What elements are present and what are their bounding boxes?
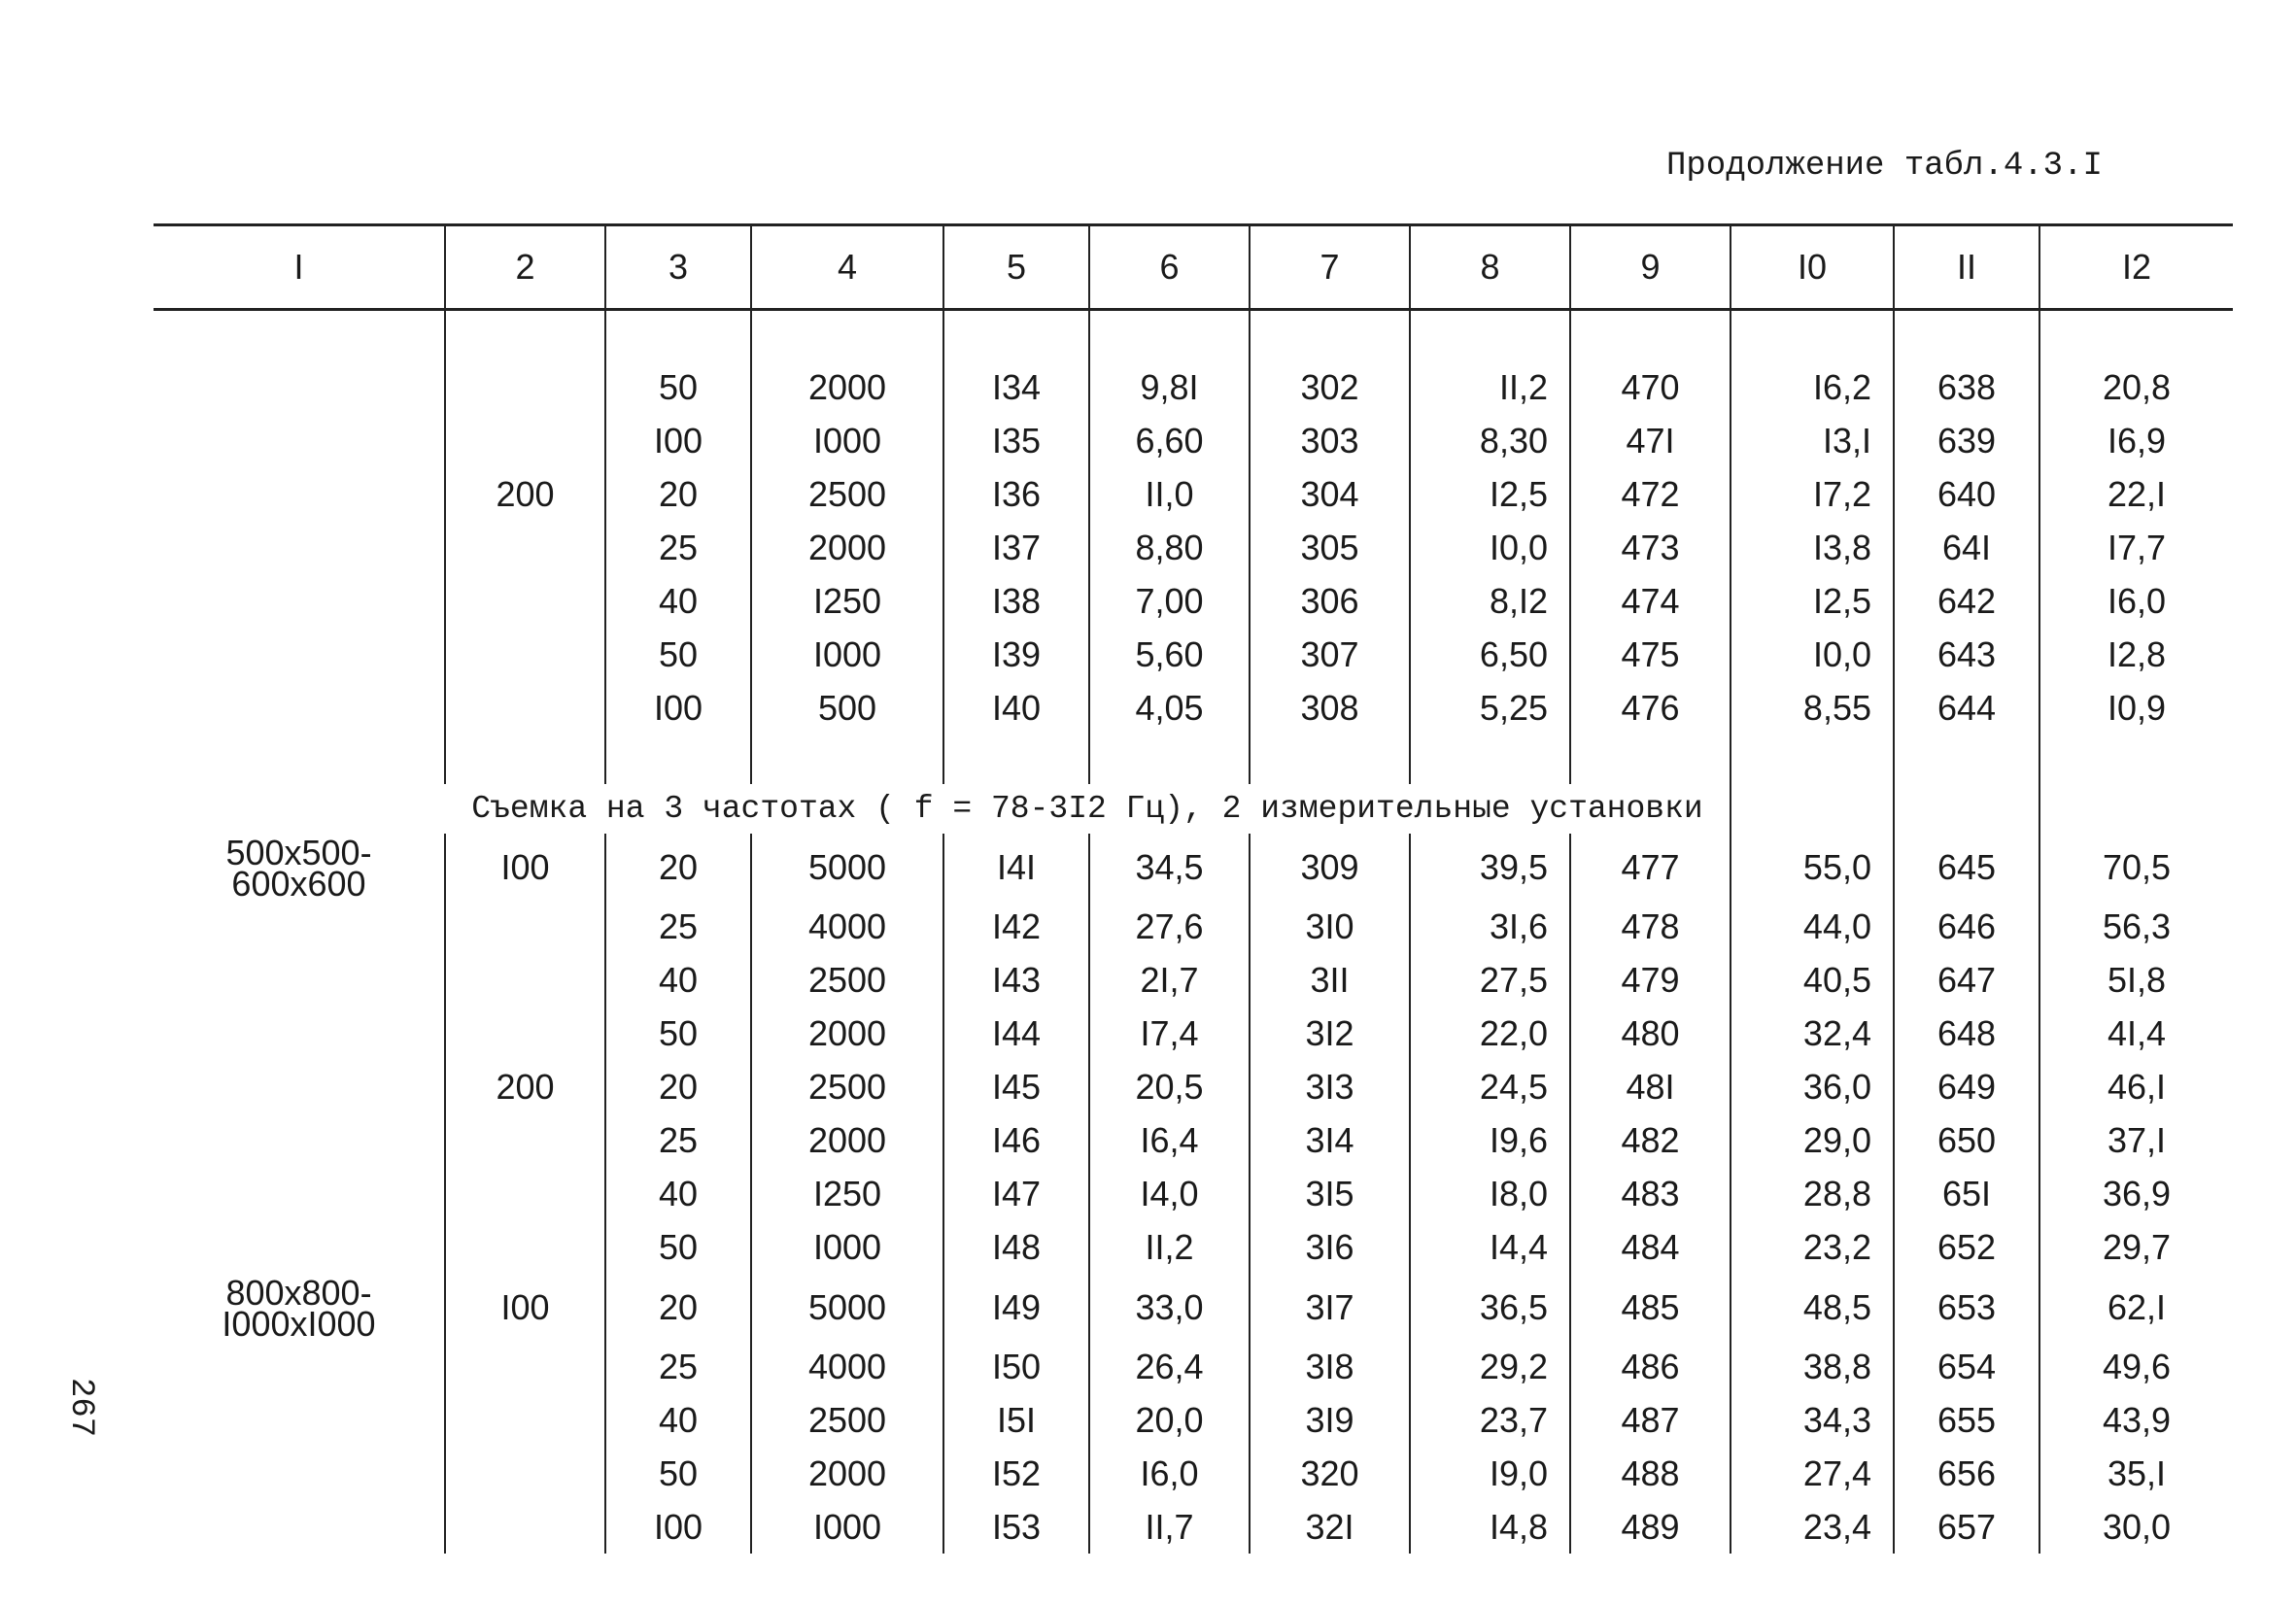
table-cell: I6,9 [2107,421,2167,461]
table-cell: 3II [1250,953,1410,1007]
table-row [154,900,2233,953]
table-cell: 37,I [2107,1120,2167,1160]
table-cell: 320 [1250,1447,1410,1500]
table-cell [154,1393,445,1447]
table-cell: 25 [605,1340,751,1393]
column-header: 3 [605,225,751,310]
table-cell: I44 [943,1007,1089,1060]
table-cell: II,2 [1410,360,1570,414]
table-cell: 20,0 [1089,1393,1250,1447]
table-cell: 309 [1250,834,1410,900]
table-cell: 48I [1570,1060,1731,1113]
table-cell: 32I [1250,1500,1410,1554]
table-cell: 2500 [751,953,943,1007]
table-cell: 39,5 [1410,834,1570,900]
table-cell: I52 [943,1447,1089,1500]
column-header: 4 [751,225,943,310]
table-cell: 6,50 [1410,628,1570,681]
table-cell: 70,5 [2102,846,2172,887]
table-cell: 23,2 [1731,1220,1894,1274]
table-row [154,1393,2233,1447]
table-cell: 4000 [751,1340,943,1393]
table-cell: 25 [605,1113,751,1167]
table-cell: 306 [1250,574,1410,628]
table-cell: I42 [943,900,1089,953]
table-cell: 305 [1250,521,1410,574]
table-cell: I000 [751,628,943,681]
table-cell: 43,9 [2102,1400,2172,1440]
table-cell: I7,4 [1089,1007,1250,1060]
column-header: 6 [1089,225,1250,310]
table-cell [445,1500,605,1554]
table-cell: 644 [1894,681,2039,735]
table-cell [154,574,445,628]
table-cell: I00 [605,414,751,467]
table-row [154,681,2233,735]
table-cell [445,521,605,574]
table-cell: 647 [1894,953,2039,1007]
table-row [154,834,2233,900]
table-cell: 645 [1894,834,2039,900]
table-cell: 25 [605,900,751,953]
table-cell: 24,5 [1410,1060,1570,1113]
table-cell: 64I [1894,521,2039,574]
table-cell [154,1220,445,1274]
table-cell: 3I0 [1250,900,1410,953]
table-row [154,1113,2233,1167]
table-cell: 488 [1570,1447,1731,1500]
table-cell: 3I7 [1250,1274,1410,1340]
table-cell: 3I9 [1250,1393,1410,1447]
table-cell: 34,3 [1731,1393,1894,1447]
table-cell [154,1007,445,1060]
table-cell: 800x800- I000xI000 [154,1274,445,1340]
table-cell [154,1167,445,1220]
table-cell: 23,4 [1731,1500,1894,1554]
table-cell: I8,0 [1410,1167,1570,1220]
table-cell: 20,5 [1089,1060,1250,1113]
table-cell: 484 [1570,1220,1731,1274]
table-cell: 50 [605,1447,751,1500]
table-cell: 33,0 [1089,1274,1250,1340]
table-cell: 4000 [751,900,943,953]
table-cell: I7,2 [1731,467,1894,521]
table-cell: 475 [1570,628,1731,681]
table-cell: I000 [751,1220,943,1274]
table-cell: 500 [751,681,943,735]
table-cell [445,1007,605,1060]
table-cell: 500x500- 600x600 [154,834,445,900]
table-cell: 655 [1894,1393,2039,1447]
table-cell: I250 [751,574,943,628]
table-cell: I38 [943,574,1089,628]
table-cell [445,574,605,628]
table-row [154,467,2233,521]
table-cell: 3I2 [1250,1007,1410,1060]
table-cell: I2,5 [1731,574,1894,628]
table-cell: 50 [605,628,751,681]
table-cell: 48,5 [1731,1274,1894,1340]
table-cell [154,1500,445,1554]
table-cell: 487 [1570,1393,1731,1447]
table-cell: I7,7 [2107,528,2167,567]
table-cell: 2000 [751,521,943,574]
table-cell: 49,6 [2102,1347,2172,1386]
table-cell: I37 [943,521,1089,574]
table-cell: II,2 [1089,1220,1250,1274]
table-cell: 638 [1894,360,2039,414]
table-cell: 3I,6 [1410,900,1570,953]
column-header: II [1894,225,2039,310]
table-cell: 485 [1570,1274,1731,1340]
table-cell: 32,4 [1731,1007,1894,1060]
table-cell [154,1060,445,1113]
table-cell: 3I8 [1250,1340,1410,1393]
table-cell: 474 [1570,574,1731,628]
table-row [154,1060,2233,1113]
table-cell: I00 [445,1274,605,1340]
table-cell: 6,60 [1089,414,1250,467]
table-cell: 8,I2 [1410,574,1570,628]
column-header: 2 [445,225,605,310]
table-cell: 27,4 [1731,1447,1894,1500]
table-cell [154,521,445,574]
table-cell: 47I [1570,414,1731,467]
table-cell [445,681,605,735]
table-cell [445,360,605,414]
section-title: Съемка на 3 частотах ( f = 78-3I2 Гц), 2 измерительные установки [445,784,1731,834]
table-cell: 2500 [751,1060,943,1113]
table-cell: 35,I [2107,1453,2167,1493]
table-cell: I50 [943,1340,1089,1393]
table-cell: 28,8 [1731,1167,1894,1220]
table-cell [154,1340,445,1393]
table-cell: I3,I [1731,414,1894,467]
table-row [154,953,2233,1007]
table-cell: 20 [605,467,751,521]
column-header: I0 [1731,225,1894,310]
table-cell [154,900,445,953]
table-cell: 4,05 [1089,681,1250,735]
table-cell: 480 [1570,1007,1731,1060]
table-caption: Продолжение табл.4.3.I [1666,148,2103,185]
table-cell: 477 [1570,834,1731,900]
table-cell: I48 [943,1220,1089,1274]
table-cell: I53 [943,1500,1089,1554]
table-cell [154,681,445,735]
table-cell [154,1447,445,1500]
column-header: I2 [2039,225,2233,310]
table-cell: 478 [1570,900,1731,953]
table-cell: 473 [1570,521,1731,574]
table-cell: 304 [1250,467,1410,521]
table-cell [445,900,605,953]
table-cell [154,1113,445,1167]
table-cell: 22,0 [1410,1007,1570,1060]
table-cell: I6,4 [1089,1113,1250,1167]
table-cell: 30,0 [2102,1507,2172,1547]
table-cell: 200 [445,467,605,521]
table-cell [445,953,605,1007]
table-cell: 307 [1250,628,1410,681]
table-cell: 50 [605,1220,751,1274]
table-cell: II,7 [1089,1500,1250,1554]
table-row [154,1007,2233,1060]
table-cell: 5,60 [1089,628,1250,681]
table-cell: 3I6 [1250,1220,1410,1274]
table-cell [154,414,445,467]
section-row [154,784,2233,834]
table-cell: 40 [605,574,751,628]
table-cell: 3I5 [1250,1167,1410,1220]
table-cell: I45 [943,1060,1089,1113]
table-cell: 652 [1894,1220,2039,1274]
table-cell: 3I3 [1250,1060,1410,1113]
table-cell: 482 [1570,1113,1731,1167]
table-cell: 20 [605,1274,751,1340]
table-cell: 36,0 [1731,1060,1894,1113]
table-cell [154,628,445,681]
table-cell: 472 [1570,467,1731,521]
table-cell: I000 [751,1500,943,1554]
table-cell: 27,6 [1089,900,1250,953]
table-cell: 20,8 [2102,367,2172,407]
spacer-row [154,310,2233,361]
table-cell: 649 [1894,1060,2039,1113]
column-header: I [154,225,445,310]
table-cell: 2000 [751,1113,943,1167]
table-cell: 2000 [751,1007,943,1060]
table-row [154,414,2233,467]
table-cell: I49 [943,1274,1089,1340]
table-cell [154,467,445,521]
column-header: 8 [1410,225,1570,310]
page-number: 267 [62,1378,99,1438]
table-cell: I000 [751,414,943,467]
table-cell: I0,0 [1410,521,1570,574]
table-cell [445,1393,605,1447]
table-cell: 653 [1894,1274,2039,1340]
table-cell: 4I,4 [2107,1013,2167,1053]
table-cell: 486 [1570,1340,1731,1393]
table-cell [445,1113,605,1167]
table-cell: I6,2 [1731,360,1894,414]
table-row [154,360,2233,414]
table-cell: 5000 [751,834,943,900]
table-cell: I6,0 [2107,581,2167,621]
table-cell: 200 [445,1060,605,1113]
table-cell: 50 [605,360,751,414]
table-cell: 650 [1894,1113,2039,1167]
table-cell: 5000 [751,1274,943,1340]
table-cell: 483 [1570,1167,1731,1220]
table-cell: I0,0 [1731,628,1894,681]
table-cell: 46,I [2107,1067,2167,1107]
table-cell: I4,0 [1089,1167,1250,1220]
table-cell: 5I,8 [2107,960,2167,1000]
table-cell: I6,0 [1089,1447,1250,1500]
table-cell: 489 [1570,1500,1731,1554]
table-cell: 640 [1894,467,2039,521]
table-cell: 62,I [2107,1286,2167,1327]
table-cell: 25 [605,521,751,574]
table-cell: 303 [1250,414,1410,467]
header-row [154,225,2233,310]
table-cell: 23,7 [1410,1393,1570,1447]
table-cell: I4,8 [1410,1500,1570,1554]
table-cell: 2000 [751,1447,943,1500]
table-cell: 22,I [2107,474,2167,514]
table-cell: 20 [605,834,751,900]
table-cell: I34 [943,360,1089,414]
table-row [154,1274,2233,1340]
table-cell [445,1340,605,1393]
table-cell: 26,4 [1089,1340,1250,1393]
table-cell: I5I [943,1393,1089,1447]
table-cell: I4I [943,834,1089,900]
table-cell: I35 [943,414,1089,467]
table-cell: I47 [943,1167,1089,1220]
table-row [154,1220,2233,1274]
table-cell: 5,25 [1410,681,1570,735]
table-cell: 657 [1894,1500,2039,1554]
column-header: 5 [943,225,1089,310]
table-cell: 40 [605,953,751,1007]
table-cell: I4,4 [1410,1220,1570,1274]
column-header: 9 [1570,225,1731,310]
table-cell: 29,2 [1410,1340,1570,1393]
table-cell: 36,5 [1410,1274,1570,1340]
data-table [154,223,2233,1554]
table-cell: 36,9 [2102,1174,2172,1213]
table-row [154,574,2233,628]
table-cell: 55,0 [1731,834,1894,900]
table-cell: 643 [1894,628,2039,681]
table-cell [445,1167,605,1220]
table-row [154,628,2233,681]
table-cell [445,1447,605,1500]
table-cell: 7,00 [1089,574,1250,628]
table-cell: 308 [1250,681,1410,735]
table-cell: 648 [1894,1007,2039,1060]
table-cell: 2500 [751,1393,943,1447]
table-cell [445,414,605,467]
table-cell: 20 [605,1060,751,1113]
table-cell [445,1220,605,1274]
table-cell: I2,5 [1410,467,1570,521]
table-row [154,1340,2233,1393]
table-cell: 44,0 [1731,900,1894,953]
table-cell: 470 [1570,360,1731,414]
table-cell: 2500 [751,467,943,521]
table-cell: 302 [1250,360,1410,414]
table-cell: 65I [1894,1167,2039,1220]
table-cell: I0,9 [2107,688,2167,728]
table-cell: I40 [943,681,1089,735]
table-cell: 56,3 [2102,906,2172,946]
table-cell: I36 [943,467,1089,521]
table-cell: 38,8 [1731,1340,1894,1393]
table-cell: I00 [445,834,605,900]
table-cell: I9,0 [1410,1447,1570,1500]
table-cell: 639 [1894,414,2039,467]
table-row [154,1500,2233,1554]
table-cell: 2I,7 [1089,953,1250,1007]
table-cell: 646 [1894,900,2039,953]
table-cell: 29,0 [1731,1113,1894,1167]
table-cell: 50 [605,1007,751,1060]
table-cell [445,628,605,681]
table-row [154,1167,2233,1220]
table-cell: 8,80 [1089,521,1250,574]
table-cell: 8,55 [1731,681,1894,735]
table-cell: I46 [943,1113,1089,1167]
table-cell: 479 [1570,953,1731,1007]
table-cell: 2000 [751,360,943,414]
spacer-row [154,735,2233,784]
table-cell: 654 [1894,1340,2039,1393]
table-cell: 3I4 [1250,1113,1410,1167]
table-row [154,521,2233,574]
column-header: 7 [1250,225,1410,310]
table-cell: 34,5 [1089,834,1250,900]
table-cell: 656 [1894,1447,2039,1500]
table-cell: 40 [605,1393,751,1447]
table-cell [154,360,445,414]
table-cell: I2,8 [2107,634,2167,674]
table-cell: I00 [605,1500,751,1554]
table-cell: I00 [605,681,751,735]
table-cell: 40 [605,1167,751,1220]
table-cell: I3,8 [1731,521,1894,574]
table-cell: 9,8I [1089,360,1250,414]
table-cell: 642 [1894,574,2039,628]
table-cell: I9,6 [1410,1113,1570,1167]
table-cell: I39 [943,628,1089,681]
table-cell: 8,30 [1410,414,1570,467]
table-cell: II,0 [1089,467,1250,521]
table-row [154,1447,2233,1500]
table-cell: I43 [943,953,1089,1007]
table-cell: 40,5 [1731,953,1894,1007]
table-cell [154,953,445,1007]
table-cell: 476 [1570,681,1731,735]
table-cell: I250 [751,1167,943,1220]
table-cell: 27,5 [1410,953,1570,1007]
table-cell: 29,7 [2102,1227,2172,1267]
